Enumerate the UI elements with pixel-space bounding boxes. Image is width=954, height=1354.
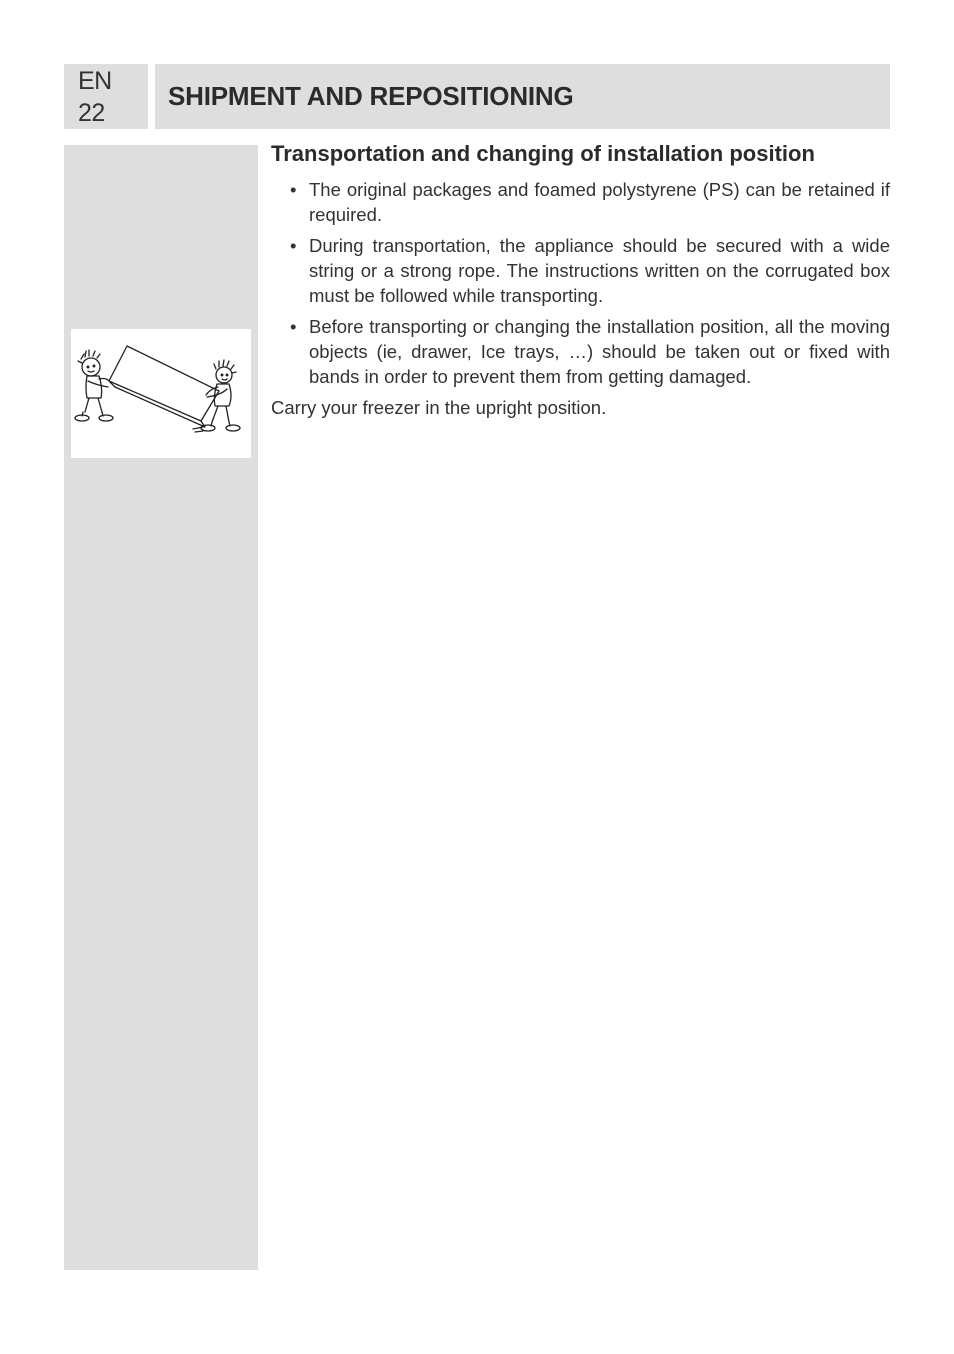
section-heading: Transportation and changing of installation position: [271, 141, 815, 166]
list-item-text: Before transporting or changing the installation position, all the moving objects (ie, drawer, Ice trays, …) should be taken out or fixed with bands in order to prevent them from getting damaged.: [309, 316, 890, 387]
list-item: [271, 233, 890, 308]
sidebar-panel: [64, 145, 258, 1270]
list-item-text: The original packages and foamed polystyrene (PS) can be retained if required.: [309, 179, 890, 225]
two-people-carrying-freezer-illustration: [71, 329, 251, 458]
bullet-icon: •: [290, 179, 297, 200]
page-number: 22: [78, 99, 105, 127]
list-item: [271, 314, 890, 389]
bullet-icon: •: [290, 235, 297, 256]
bullet-icon: •: [290, 316, 297, 337]
page-title-bar: [155, 64, 890, 129]
carry-upright-note: Carry your freezer in the upright position.: [271, 397, 607, 418]
instruction-list: [271, 177, 890, 389]
language-page-box: [64, 64, 148, 129]
language-code: EN: [78, 67, 112, 95]
carrying-freezer-icon: [71, 329, 251, 458]
main-content: [271, 140, 890, 420]
list-item: [271, 177, 890, 227]
page-title: SHIPMENT AND REPOSITIONING: [168, 81, 574, 111]
list-item-text: During transportation, the appliance should be secured with a wide string or a strong rope. The instructions written on the corrugated box must be followed while transporting.: [309, 235, 890, 306]
